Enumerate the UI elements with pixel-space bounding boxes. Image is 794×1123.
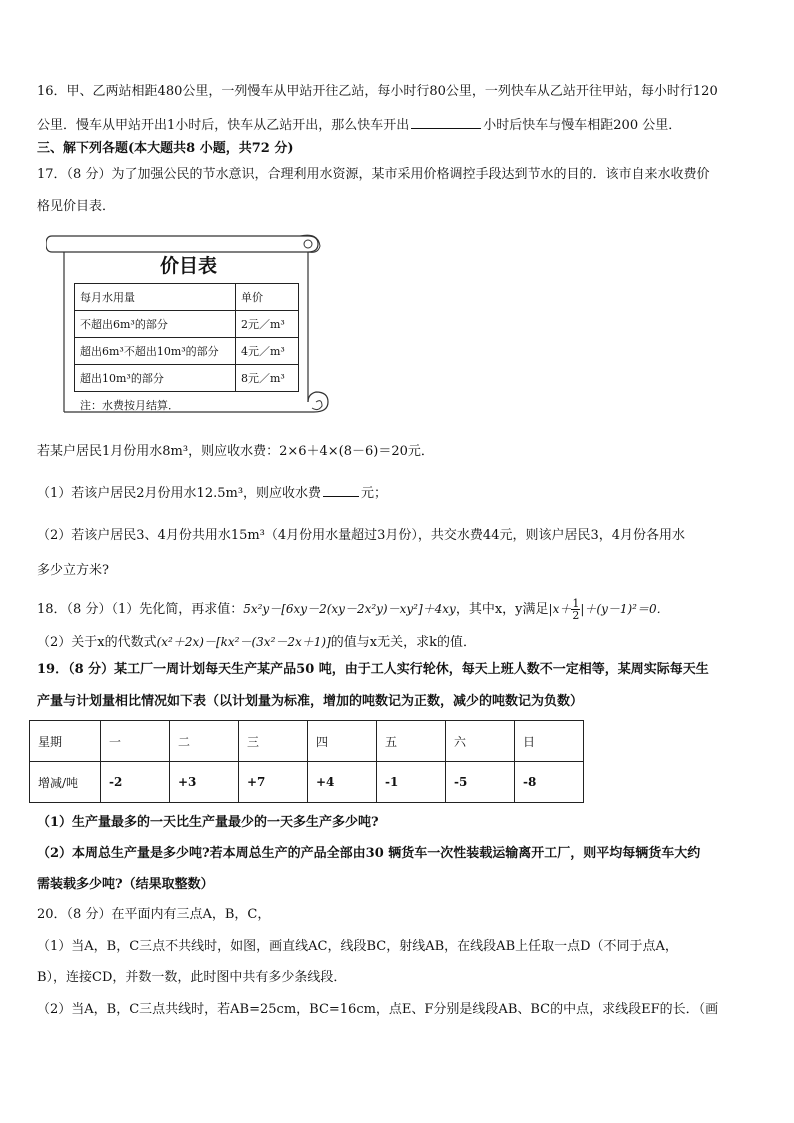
q20-line1: 20．（8 分）在平面内有三点A，B，C， — [37, 907, 271, 922]
table-cell: 4元／m³ — [236, 338, 299, 365]
q17-line2: 格见价目表． — [37, 199, 116, 214]
answer-blank[interactable] — [323, 484, 359, 497]
q18-condition-a: |x＋ — [548, 602, 572, 616]
table-cell: 每月水用量 — [75, 284, 236, 311]
table-row — [30, 762, 584, 803]
q17-sub2-line2: 多少立方米? — [37, 563, 109, 578]
q20-sub1-line1: （1）当A，B，C三点不共线时，如图，画直线AC，线段BC，射线AB，在线段AB上任取一点D（不同于点A， — [37, 939, 678, 954]
table-cell: 8元／m³ — [236, 365, 299, 392]
answer-blank[interactable] — [411, 116, 481, 129]
q17-example: 若某户居民1月份用水8m³，则应收水费：2×6＋4×(8－6)＝20元． — [37, 444, 434, 459]
fraction — [571, 598, 580, 621]
q18-expression-1: 5x²y－[6xy－2(xy－2x²y)－xy²]＋4xy — [243, 602, 456, 616]
q20-sub1-line2: B），连接CD，并数一数，此时图中共有多少条线段． — [37, 970, 347, 985]
fraction-numerator: 1 — [572, 597, 580, 610]
price-table-title: 价目表 — [160, 255, 218, 277]
table-cell: 星期 — [30, 721, 101, 762]
q18-line1-b: ，其中x，y满足 — [455, 602, 549, 617]
q18-line1-a: 18．（8 分）（1）先化简，再求值： — [37, 602, 244, 617]
table-row — [75, 311, 299, 338]
price-table-note: 注：水费按月结算． — [80, 399, 179, 412]
q16-line1: 16．甲、乙两站相距480公里，一列慢车从甲站开往乙站，每小时行80公里，一列快车从乙站开往甲站，每小时行120 — [37, 84, 718, 99]
q17-sub1 — [37, 484, 387, 502]
table-row — [30, 721, 584, 762]
table-cell: 二 — [170, 721, 239, 762]
table-cell: -2 — [101, 762, 170, 803]
table-cell: 一 — [101, 721, 170, 762]
q18-expression-2: (x²＋2x)－[kx²－(3x²－2x＋1)] — [156, 635, 331, 649]
table-row — [75, 338, 299, 365]
fraction-denominator: 2 — [572, 609, 580, 622]
table-cell: -8 — [515, 762, 584, 803]
q16-line2-b: 小时后快车与慢车相距200 公里． — [483, 118, 682, 133]
q18-line1 — [37, 598, 669, 621]
table-cell: -5 — [446, 762, 515, 803]
table-cell: 四 — [308, 721, 377, 762]
q18-condition-b: |＋(y－1)²＝0． — [580, 602, 669, 616]
q16-line2 — [37, 116, 681, 134]
table-cell: 五 — [377, 721, 446, 762]
table-cell: 单价 — [236, 284, 299, 311]
table-cell: +7 — [239, 762, 308, 803]
production-table — [29, 720, 584, 803]
table-cell: +3 — [170, 762, 239, 803]
table-cell: 增减/吨 — [30, 762, 101, 803]
q17-sub1-b: 元； — [361, 486, 388, 501]
table-cell: -1 — [377, 762, 446, 803]
q18-line2-a: （2）关于x的代数式 — [37, 635, 157, 650]
q20-sub2: （2）当A，B，C三点共线时，若AB=25cm，BC=16cm，点E、F分别是线段AB、BC的中点，求线段EF的长．（画 — [37, 1002, 719, 1017]
q19-sub1: （1）生产量最多的一天比生产量最少的一天多生产多少吨? — [37, 815, 379, 830]
table-row — [75, 284, 299, 311]
table-row — [75, 365, 299, 392]
table-cell: 三 — [239, 721, 308, 762]
table-cell: 超出6m³不超出10m³的部分 — [75, 338, 236, 365]
q17-sub2-line1: （2）若该户居民3、4月份共用水15m³（4月份用水量超过3月份），共交水费44元，则该户居民3，4月份各用水 — [37, 528, 686, 543]
q17-line1: 17．（8 分）为了加强公民的节水意识，合理利用水资源，某市采用价格调控手段达到节水的目的．该市自来水收费价 — [37, 167, 710, 182]
table-cell: 六 — [446, 721, 515, 762]
table-cell: 日 — [515, 721, 584, 762]
table-cell: 不超出6m³的部分 — [75, 311, 236, 338]
table-cell: 超出10m³的部分 — [75, 365, 236, 392]
table-cell: +4 — [308, 762, 377, 803]
price-table — [74, 283, 299, 392]
q18-line2 — [37, 634, 476, 651]
q19-line2: 产量与计划量相比情况如下表（以计划量为标准，增加的吨数记为正数，减少的吨数记为负数） — [37, 694, 584, 709]
q19-sub2-line1: （2）本周总生产量是多少吨?若本周总生产的产品全部由30 辆货车一次性装载运输离开工厂，则平均每辆货车大约 — [37, 846, 701, 861]
q17-sub1-a: （1）若该户居民2月份用水12.5m³，则应收水费 — [37, 486, 322, 501]
q19-sub2-line2: 需装载多少吨?（结果取整数） — [37, 877, 214, 892]
table-cell: 2元／m³ — [236, 311, 299, 338]
q19-line1: 19．（8 分）某工厂一周计划每天生产某产品50 吨，由于工人实行轮休，每天上班人数不一定相等，某周实际每天生 — [37, 662, 709, 677]
q16-line2-a: 公里．慢车从甲站开出1小时后，快车从乙站开出，那么快车开出 — [37, 118, 410, 133]
q18-line2-b: 的值与x无关，求k的值． — [330, 635, 476, 650]
section-heading: 三、解下列各题(本大题共8 小题，共72 分) — [37, 141, 294, 156]
